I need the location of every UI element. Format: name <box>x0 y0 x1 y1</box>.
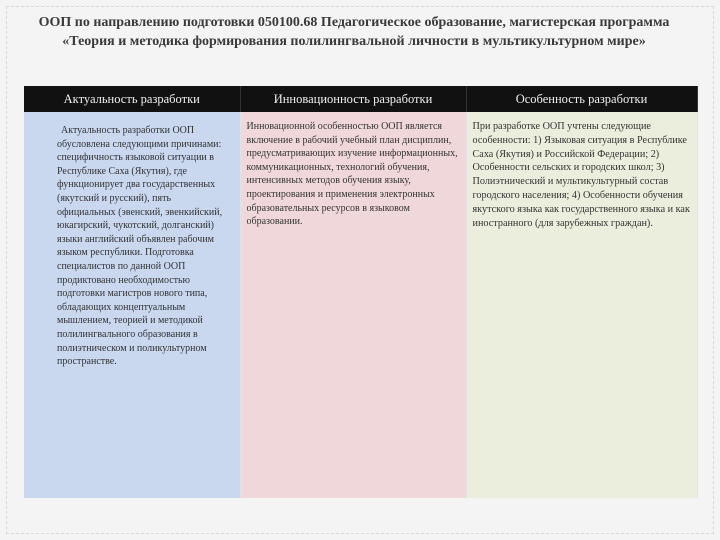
development-table <box>24 86 698 498</box>
header-innovation: Инновационность разработки <box>240 86 466 112</box>
header-relevance: Актуальность разработки <box>24 86 240 112</box>
cell-relevance <box>24 112 240 498</box>
cell-feature <box>466 112 697 498</box>
page-title: ООП по направлению подготовки 050100.68 Педагогическое образование, магистерская программа «Теория и методика формирования полилингвальной личности в мультикультурном мире» <box>38 15 670 49</box>
cell-innovation <box>240 112 466 498</box>
relevance-text: Актуальность разработки ООП обусловлена следующими причинами: специфичность языковой ситуации в Республике Саха (Якутия), где функционирует два государственных (якутский и русский), пять официальных (эвенский, эвенкийский, юкагирский, чукотский, долганский) языки английский объявлен рабочим языком республики. Подготовка специалистов по данной ООП продиктовано необходимостью подготовки магистров нового типа, обладающих концептуальным мышлением, теорией и методикой полилингвального образования в полиэтническом и поликультурном пространстве. <box>57 125 223 368</box>
table-row <box>24 112 697 498</box>
innovation-text: Инновационной особенностью ООП является включение в рабочий учебный план дисциплин, предусматривающих изучение информационных, коммуникационных, технологий обучения, интенсивных методов обучения языку, проектирования и применения электронных образовательных ресурсов в языковом образовании. <box>246 121 458 228</box>
feature-text: При разработке ООП учтены следующие особенности: 1) Языковая ситуация в Республике Саха (Якутия) и Российской Федерации; 2) Особенности сельских и городских школ; 3) Полиэтнический и мультикультурный состав городского населения; 4) Особенности обучения якутского языка как государственного языка и как иностранного (для зарубежных граждан). <box>472 121 690 229</box>
header-feature: Особенность разработки <box>466 86 697 112</box>
table-header-row <box>24 86 697 112</box>
